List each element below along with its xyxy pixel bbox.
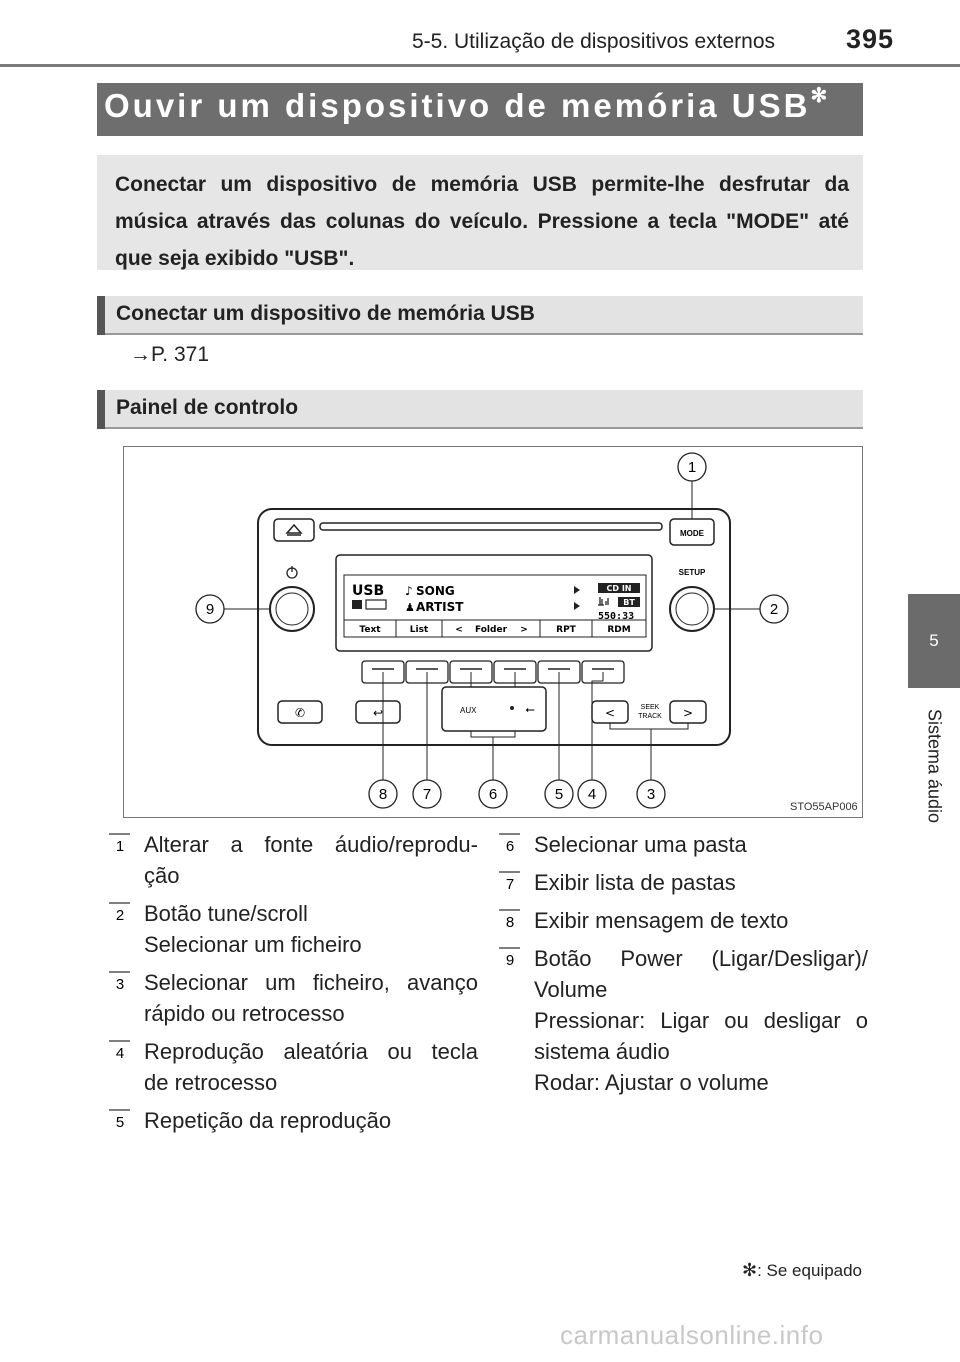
footnote-text: : Se equipado xyxy=(757,1261,863,1280)
running-header-section: 5-5. Utilização de dispositivos externos xyxy=(412,30,776,53)
callout-8: 8 xyxy=(378,786,388,803)
control-panel-illustration xyxy=(124,447,862,817)
watermark: carmanualsonline.info xyxy=(560,1320,824,1350)
track-label: TRACK xyxy=(638,713,662,720)
svg-text:3: 3 xyxy=(115,976,125,993)
svg-text:1: 1 xyxy=(115,838,125,855)
legend-number-marker xyxy=(498,947,520,969)
softkey-folder: Folder xyxy=(474,625,508,635)
legend-item-text: Volume xyxy=(534,977,608,1002)
legend-item-text: Exibir lista de pastas xyxy=(534,870,736,895)
legend-item-text: Selecionar um ficheiro xyxy=(144,932,362,957)
eject-button xyxy=(274,519,314,541)
folder-badge xyxy=(352,600,362,609)
legend-number-marker xyxy=(498,909,520,931)
callout-1: 1 xyxy=(687,459,697,476)
legend-item-text: Repetição da reprodução xyxy=(144,1108,392,1133)
display-artist: ARTIST xyxy=(416,600,464,614)
legend-item-text: Pressionar: Ligar ou desligar o xyxy=(534,1008,868,1033)
legend-item-text: Reprodução aleatória ou tecla xyxy=(144,1039,478,1064)
intro-text: Conectar um dispositivo de memória USB permite-lhe desfrutar da música através das colunas do veículo. Pressione a tecla "MODE" até que seja exibido "USB". xyxy=(115,173,849,270)
legend-item-text: Botão tune/scroll xyxy=(144,901,308,926)
callout-9: 9 xyxy=(205,601,215,618)
legend-item-text: de retrocesso xyxy=(144,1070,278,1095)
header-rule xyxy=(0,64,960,67)
callout-6: 6 xyxy=(488,786,498,803)
note-icon: ♪ xyxy=(405,584,413,598)
page-title-text: Ouvir um dispositivo de memória USB xyxy=(104,87,811,124)
legend-item-text: Botão Power (Ligar/Desligar)/ xyxy=(534,946,868,971)
figure-code: STO55AP006 xyxy=(790,801,858,813)
legend-number-marker xyxy=(108,1109,130,1131)
display-song: SONG xyxy=(416,584,455,598)
legend-number-marker xyxy=(108,1040,130,1062)
svg-text:7: 7 xyxy=(505,876,515,893)
section-heading-connect: Conectar um dispositivo de memória USB xyxy=(116,302,535,325)
legend-item-text: rápido ou retrocesso xyxy=(144,1001,345,1026)
callout-5: 5 xyxy=(554,786,564,803)
phone-hangup-icon: ↩ xyxy=(372,706,384,720)
equipped-mark: ✻ xyxy=(810,85,828,107)
display-time: 550:33 xyxy=(598,611,635,622)
display-bt: BT xyxy=(623,598,635,607)
svg-text:6: 6 xyxy=(505,838,515,855)
legend-number-marker xyxy=(108,902,130,924)
cd-slot xyxy=(320,523,662,530)
aux-label: AUX xyxy=(460,706,477,715)
svg-text:5: 5 xyxy=(115,1114,125,1131)
legend-number-marker xyxy=(498,871,520,893)
mode-label: MODE xyxy=(680,529,704,538)
softkey-list: List xyxy=(409,625,429,635)
folder-prev-arrow: < xyxy=(455,625,463,635)
section-header-marker xyxy=(97,390,105,429)
softkey-rdm: RDM xyxy=(607,625,631,635)
section-heading-control-panel: Painel de controlo xyxy=(116,396,299,419)
control-panel-figure xyxy=(123,446,863,818)
seek-back-icon: < xyxy=(604,706,616,720)
svg-text:9: 9 xyxy=(505,952,515,969)
chapter-title-tab xyxy=(908,696,960,836)
footnote xyxy=(742,1260,862,1281)
callout-2: 2 xyxy=(769,601,779,618)
chapter-number: 5 xyxy=(929,631,939,650)
footnote-mark: ✻ xyxy=(742,1260,758,1280)
seek-forward-icon: > xyxy=(682,706,694,720)
svg-text:2: 2 xyxy=(115,907,125,924)
folder-next-arrow: > xyxy=(520,625,528,635)
legend-number-marker xyxy=(498,833,520,855)
aux-jack xyxy=(510,706,514,710)
softkey-rpt: RPT xyxy=(556,625,576,635)
display-cd-in: CD IN xyxy=(606,584,632,593)
legend-item-text: ção xyxy=(144,863,180,888)
page-reference-link[interactable]: →P. 371 xyxy=(130,343,210,366)
section-header-marker xyxy=(97,296,105,335)
svg-text:4: 4 xyxy=(115,1045,125,1062)
legend-item-text: Alterar a fonte áudio/reprodu- xyxy=(144,832,478,857)
page-number: 395 xyxy=(846,24,895,54)
legend-item-text: Selecionar um ficheiro, avanço xyxy=(144,970,478,995)
legend-item-text: sistema áudio xyxy=(534,1039,670,1064)
setup-label: SETUP xyxy=(678,568,706,577)
callout-4: 4 xyxy=(587,786,597,803)
seek-label: SEEK xyxy=(640,704,660,711)
svg-text:8: 8 xyxy=(505,914,515,931)
legend-item-text: Exibir mensagem de texto xyxy=(534,908,789,933)
softkey-text: Text xyxy=(359,625,381,635)
phone-pickup-icon: ✆ xyxy=(294,706,306,720)
display-source: USB xyxy=(352,583,385,599)
chapter-title: Sistema áudio xyxy=(924,708,945,824)
person-icon: ♟ xyxy=(405,601,415,614)
usb-icon: ⭠ xyxy=(525,702,535,716)
legend-number-marker xyxy=(108,971,130,993)
legend-number-marker xyxy=(108,833,130,855)
callout-3: 3 xyxy=(646,786,656,803)
legend-item-text: Rodar: Ajustar o volume xyxy=(534,1070,769,1095)
callout-7: 7 xyxy=(422,786,432,803)
chapter-tab xyxy=(908,594,960,688)
legend-item-text: Selecionar uma pasta xyxy=(534,832,747,857)
page-title xyxy=(104,87,827,125)
